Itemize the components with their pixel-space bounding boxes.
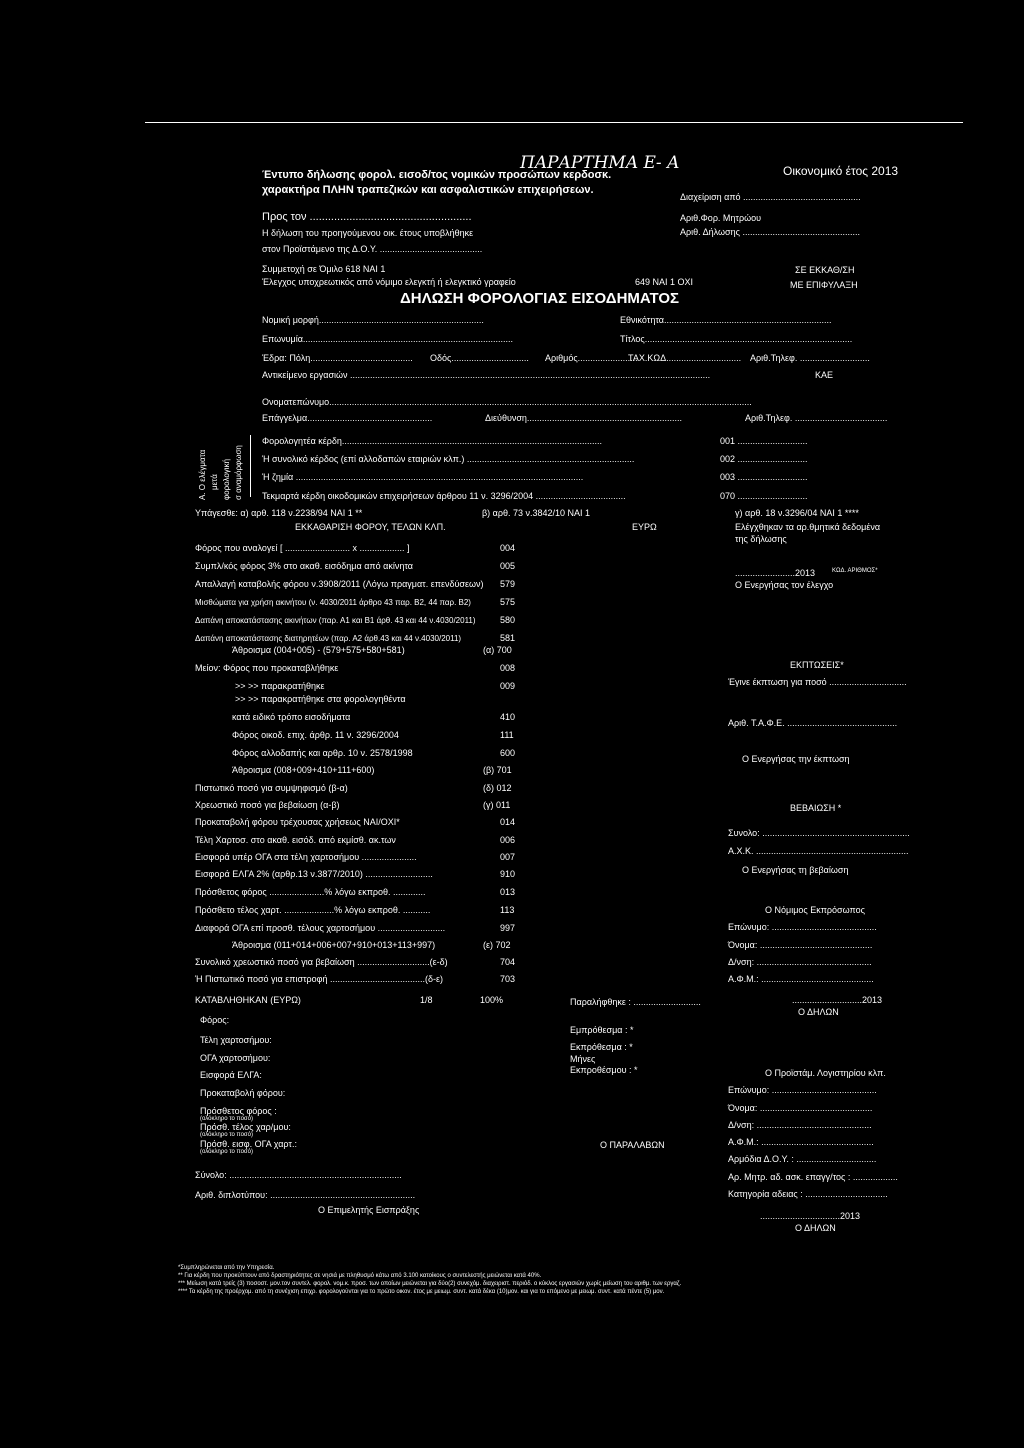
payments-title: ΚΑΤΑΒΛΗΘΗΚΑΝ (ΕΥΡΩ) [195,995,301,1005]
rep-declarant: Ο ΔΗΛΩΝ [798,1007,839,1017]
officer-cert: Ο Ενεργήσας τη βεβαίωση [742,865,849,875]
head-accounting: Ο Προϊστάμ. Λογιστηρίου κλπ. [765,1068,886,1078]
clearance-code: (α) 700 [483,645,512,655]
on-time-label: Εμπρόθεσμα : * [570,1025,634,1035]
checked-line-2: της δήλωσης [735,534,787,544]
street-number: Αριθμός........................ [545,353,638,363]
clearance-row: Διαφορά ΟΓΑ επί προσθ. τέλους χαρτοσήμου ........................... [195,923,446,933]
representative-name: Ονοματεπώνυμο......................................................................................................................................................................... [262,397,752,407]
clearance-row: Εισφορά υπέρ ΟΓΑ στα τέλη χαρτοσήμου ...................... [195,852,417,862]
acc-address: Δ/νση: .............................................. [728,1120,872,1130]
clearance-row: Χρεωστικό ποσό για βεβαίωση (α-β) [195,800,340,810]
payment-item: Προκαταβολή φόρου: [200,1088,286,1098]
officer-control: Ο Ενεργήσας τον έλεγχο [735,580,834,590]
clearance-code: 009 [500,681,516,691]
clearance-row: κατά ειδικό τρόπο εισοδήματα [232,712,351,722]
legal-representative: Ο Νόμιμος Εκπρόσωπος [765,905,865,915]
clearance-row: Απαλλαγή καταβολής φόρου ν.3908/2011 (Λόγω πραγματ. επενδύσεων) [195,579,484,589]
street: Οδός............................... [430,353,529,363]
payment-item: ΟΓΑ χαρτοσήμου: [200,1053,271,1063]
tafe-number: Αριθ. Τ.Α.Φ.Ε. ............................................ [728,718,898,728]
audit-code: 649 ΝΑΙ 1 ΟΧΙ [635,277,694,287]
rep-date: ............................2013 [792,995,883,1005]
rep-address: Δ/νση: .............................................. [728,957,872,967]
main-title: ΔΗΛΩΣΗ ΦΟΡΟΛΟΓΙΑΣ ΕΙΣΟΔΗΜΑΤΟΣ [400,290,680,307]
clearance-code: (β) 701 [483,765,512,775]
payment-item: Εισφορά ΕΛΓΑ: [200,1070,262,1080]
profession: Επάγγελμα.................................................. [262,413,433,423]
payment-item-note: (ολόκληρο το ποσό) [200,1116,253,1122]
registry-number: Αρ. Μητρ. αδ. ασκ. επαγγ/τος : .................. [728,1172,898,1182]
final-date: ................................2013 [760,1211,861,1221]
phone-number-2: Αριθ.Τηλεφ. ..................................... [745,413,888,423]
collector-label: Ο Επιμελητής Εισπράξης [318,1205,420,1215]
declaration-no: Αριθ. Δήλωσης ............................................... [680,227,860,237]
admin-from: Διαχείριση από ............................................... [680,192,861,202]
nationality: Εθνικότητα................................................................... [620,315,832,325]
payment-item: Πρόσθετος φόρος : [200,1106,277,1116]
footnote: ** Για κέρδη που προκύπτουν από δραστηριότητες σε νησιά με πληθυσμό κάτω από 3.100 κατοίκους ο συντελεστής μειώνεται κατά 40%. [178,1273,542,1279]
clearance-row: Φόρος αλλοδαπής και αρθρ. 10 ν. 2578/1998 [232,748,413,758]
clearance-code: 600 [500,748,516,758]
competent-doy: Αρμόδια Δ.Ο.Υ. : ................................ [728,1154,877,1164]
clearance-code: 581 [500,633,516,643]
months-label: Μήνες [570,1054,596,1064]
subject-b: β) αρθ. 73 ν.3842/10 ΝΑΙ 1 [482,508,591,518]
clearance-code: 997 [500,923,516,933]
payment-item: Πρόσθ. τέλος χαρ/μου: [200,1122,291,1132]
clearance-code: 113 [500,905,515,915]
company-name: Επωνυμία.................................................................................... [262,334,513,344]
clearance-row: Μισθώματα για χρήση ακινήτου (ν. 4030/2011 άρθρο 43 παρ. Β2, 44 παρ. Β2) [195,598,471,607]
clearance-row: Συνολικό χρεωστικό ποσό για βεβαίωση .............................(ε-δ) [195,957,448,967]
payments-sum: Σύνολο: ..................................................................... [195,1170,402,1180]
late-label: Εκπρόθεσμα : * [570,1042,633,1052]
clearance-row: Ή Πιστωτικό ποσό για επιστροφή ......................................(δ-ε) [195,974,444,984]
clearance-row: Δαπάνη αποκατάστασης ακινήτων (παρ. Α1 και Β1 άρθ. 43 και 44 ν.4030/2011) [195,616,476,625]
clearance-row: Συμπλ/κός φόρος 3% στο ακαθ. εισόδημα από ακίνητα [195,561,413,571]
clearance-code: 703 [500,974,516,984]
checked-line-1: Ελέγχθηκαν τα αρ.θμητικά δεδομένα [735,522,881,532]
subject-c: γ) αρθ. 18 ν.3296/04 ΝΑΙ 1 **** [735,508,859,518]
fiscal-year: Οικονομικό έτος 2013 [783,164,899,178]
rep-afm: Α.Φ.Μ.: ............................................. [728,974,874,984]
cert-akk: Α.Χ.Κ. ............................................................. [728,846,909,856]
clearance-row: Προκαταβολή φόρου τρέχουσας χρήσεως ΝΑΙ/ΟΧΙ* [195,817,400,827]
discounts-title: ΕΚΠΤΩΣΕΙΣ* [790,660,844,670]
profit-row-001: Φορολογητέα κέρδη........................................................................................................ [262,436,602,446]
clearance-code: 575 [500,597,516,607]
late-months-label: Εκπροθέσμου : * [570,1065,638,1075]
profit-code-002: 002 ............................ [720,454,808,464]
clearance-code: 013 [500,887,516,897]
acc-firstname: Όνομα: ............................................. [728,1103,873,1113]
clearance-code: (γ) 011 [483,800,511,810]
profit-row-003: Ή ζημία ................................................................................................................... [262,472,584,482]
clearance-code: 007 [500,852,516,862]
profits-brace [250,435,251,497]
clearance-code: (δ) 012 [483,783,512,793]
subject-a: Υπάγεσθε: α) αρθ. 118 ν.2238/94 ΝΑΙ 1 ** [195,508,363,518]
clearance-row: Άθροισμα (008+009+410+111+600) [232,765,375,775]
clearance-row: Φόρος οικοδ. επιχ. άρθρ. 11 ν. 3296/2004 [232,730,399,740]
rep-firstname: Όνομα: ............................................. [728,940,873,950]
profit-code-003: 003 ............................ [720,472,808,482]
form-title-line2: χαρακτήρα ΠΛΗΝ τραπεζικών και ασφαλιστικών επιχειρήσεων. [262,184,594,196]
clearance-row: >> >> παρακρατήθηκε [235,681,325,691]
reservation-2: ΜΕ ΕΠΙΦΥΛΑΞΗ [790,280,858,290]
to-head-doy: στον Προϊστάμενο της Δ.Ο.Υ. ......................................... [262,244,483,254]
clearance-code: 111 [500,730,514,740]
clearance-code: 580 [500,615,516,625]
clearance-code: 014 [500,817,516,827]
profit-code-001: 001 ............................ [720,436,808,446]
legal-form: Νομική μορφή.................................................................. [262,315,484,325]
tax-registry-no: Αριθ.Φορ. Μητρώου [680,213,762,223]
form-title-line1: Έντυπο δήλωσης φορολ. εισοδ/τος νομικών προσώπων κερδοσκ. [262,169,612,181]
payment-item-note: (ολόκληρο το ποσό) [200,1149,253,1155]
clearance-title: ΕΚΚΑΘΑΡΙΣΗ ΦΟΡΟΥ, ΤΕΛΩΝ ΚΛΠ. [295,522,446,532]
group-participation: Συμμετοχή σε Όμιλο 618 ΝΑΙ 1 [262,264,386,274]
receipt-number: Αριθ. διπλοτύπου: .......................................................... [195,1190,416,1200]
clearance-code: 910 [500,869,516,879]
code-number-label: ΚΩΔ. ΑΡΙΘΜΟΣ* [832,568,878,574]
rep-surname: Επώνυμο: .......................................... [728,922,877,932]
side-label-2: μετά [210,474,219,490]
clearance-code: 006 [500,835,516,845]
reservation-1: ΣΕ ΕΚΚΑΘ/ΣΗ [795,265,855,275]
business-activity: Αντικείμενο εργασιών ................................................................................................................................................ [262,370,711,380]
previous-declaration: Η δήλωση του προηγούμενου οικ. έτους υποβλήθηκε [262,228,474,238]
clearance-code: 005 [500,561,516,571]
clearance-code: 579 [500,579,516,589]
clearance-code: 008 [500,663,516,673]
clearance-code: 410 [500,712,516,722]
side-label-1: Α. Ο ελέγματα [198,449,207,500]
clearance-code: 704 [500,957,516,967]
final-declarant: Ο ΔΗΛΩΝ [795,1223,836,1233]
phone-number: Αριθ.Τηλεφ. ............................ [750,353,870,363]
control-date: ........................2013 [735,568,816,578]
footnote: *** Μείωση κατά τρείς (3) ποσοστ. μον.τον συντελ. φορολ. νομ.κ. προσ. των οποίων μειώνεται για δύο(2) συνεχόμ. διαχειριστ. περιόδ. ο κύκλος εργασιών χωρίς μείωση του αριθμ. των εργαζ. [178,1281,682,1287]
discount-given: Έγινε έκπτωση για ποσό ............................... [728,677,907,687]
handwritten-annotation: ΠΑΡΑΡΤΗΜΑ Ε- Α [520,153,680,173]
clearance-row: Πιστωτικό ποσό για συμψηφισμό (β-α) [195,783,348,793]
clearance-row: >> >> παρακρατήθηκε στα φορολογηθέντα [235,694,406,704]
payment-item: Πρόσθ. εισφ. ΟΓΑ χαρτ.: [200,1139,297,1149]
clearance-row: Δαπάνη αποκατάστασης διατηρητέων (παρ. Α2 άρθ.43 και 44 ν.4030/2011) [195,634,462,643]
clearance-row: Πρόσθετος φόρος ......................% λόγω εκπροθ. ............. [195,887,426,897]
to-field: Προς τον ..................................................... [262,211,472,223]
receiver-label: Ο ΠΑΡΑΛΑΒΩΝ [600,1140,665,1150]
seat-city: Έδρα: Πόλη......................................... [262,353,413,363]
clearance-row: Εισφορά ΕΛΓΑ 2% (αρθρ.13 ν.3877/2010) ........................... [195,869,433,879]
clearance-row: Πρόσθετο τέλος χαρτ. ....................% λόγω εκπροθ. ........... [195,905,431,915]
payments-percent: 100% [480,995,504,1005]
top-rule [145,122,963,123]
payment-item: Τέλη χαρτοσήμου: [200,1035,272,1045]
side-label-4: σ αναμόρφωση [234,445,243,500]
acc-surname: Επώνυμο: .......................................... [728,1085,877,1095]
payment-item-note: (ολόκληρο το ποσό) [200,1132,253,1138]
received-label: Παραλήφθηκε : ........................... [570,997,701,1007]
address: Διεύθυνση.............................................................. [485,413,682,423]
audit-requirement: Έλεγχος υποχρεωτικός από νόμιμο ελεγκτή ή ελεγκτικό γραφείο [262,277,516,287]
footnote: **** Τα κέρδη της προέρχομ. από τη συνέχιση επιχρ. φορολογούνται για το πρώτο οικον. έτος με μειωμ. συντ. κατά δέκα (10)μον. και για το επόμενο με μειωμ. συντ. κατά πέντε (5) μον. [178,1289,665,1295]
acc-afm: Α.Φ.Μ.: ............................................. [728,1137,874,1147]
euro-label: ΕΥΡΩ [632,522,657,532]
clearance-row: Τέλη Χαρτοσ. στο ακαθ. εισόδ. από εκμίσθ. ακ.των [195,835,396,845]
clearance-code: (ε) 702 [483,940,511,950]
cert-total: Συνολο: ........................................................... [728,828,910,838]
payment-item: Φόρος: [200,1015,230,1025]
company-title: Τίτλος................................................................................... [620,334,853,344]
footnote: *Συμπληρώνεται από την Υπηρεσία. [178,1265,275,1271]
kae-label: ΚΑΕ [815,370,834,380]
profit-code-070: 070 ............................ [720,491,808,501]
postal-code: ΤΑΧ.ΚΩΔ.............................. [628,353,742,363]
clearance-row: Μείον: Φόρος που προκαταβλήθηκε [195,663,339,673]
profit-row-002: Ή συνολικό κέρδος (επί αλλοδαπών εταιριών κλπ.) ................................................................... [262,454,635,464]
profit-row-070: Τεκμαρτά κέρδη οικοδομικών επιχειρήσεων άρθρου 11 ν. 3296/2004 .................................... [262,491,626,501]
certification-title: ΒΕΒΑΙΩΣΗ * [790,803,842,813]
side-label-3: φορολογική [222,458,231,500]
clearance-row: Φόρος που αναλογεί [ .......................... x .................. ] [195,543,410,553]
clearance-code: 004 [500,543,516,553]
payments-fraction: 1/8 [420,995,433,1005]
officer-discount: Ο Ενεργήσας την έκπτωση [742,754,850,764]
license-category: Κατηγορία αδειας : ................................. [728,1189,888,1199]
clearance-row: Άθροισμα (011+014+006+007+910+013+113+997) [232,940,436,950]
clearance-row: Άθροισμα (004+005) - (579+575+580+581) [232,645,405,655]
